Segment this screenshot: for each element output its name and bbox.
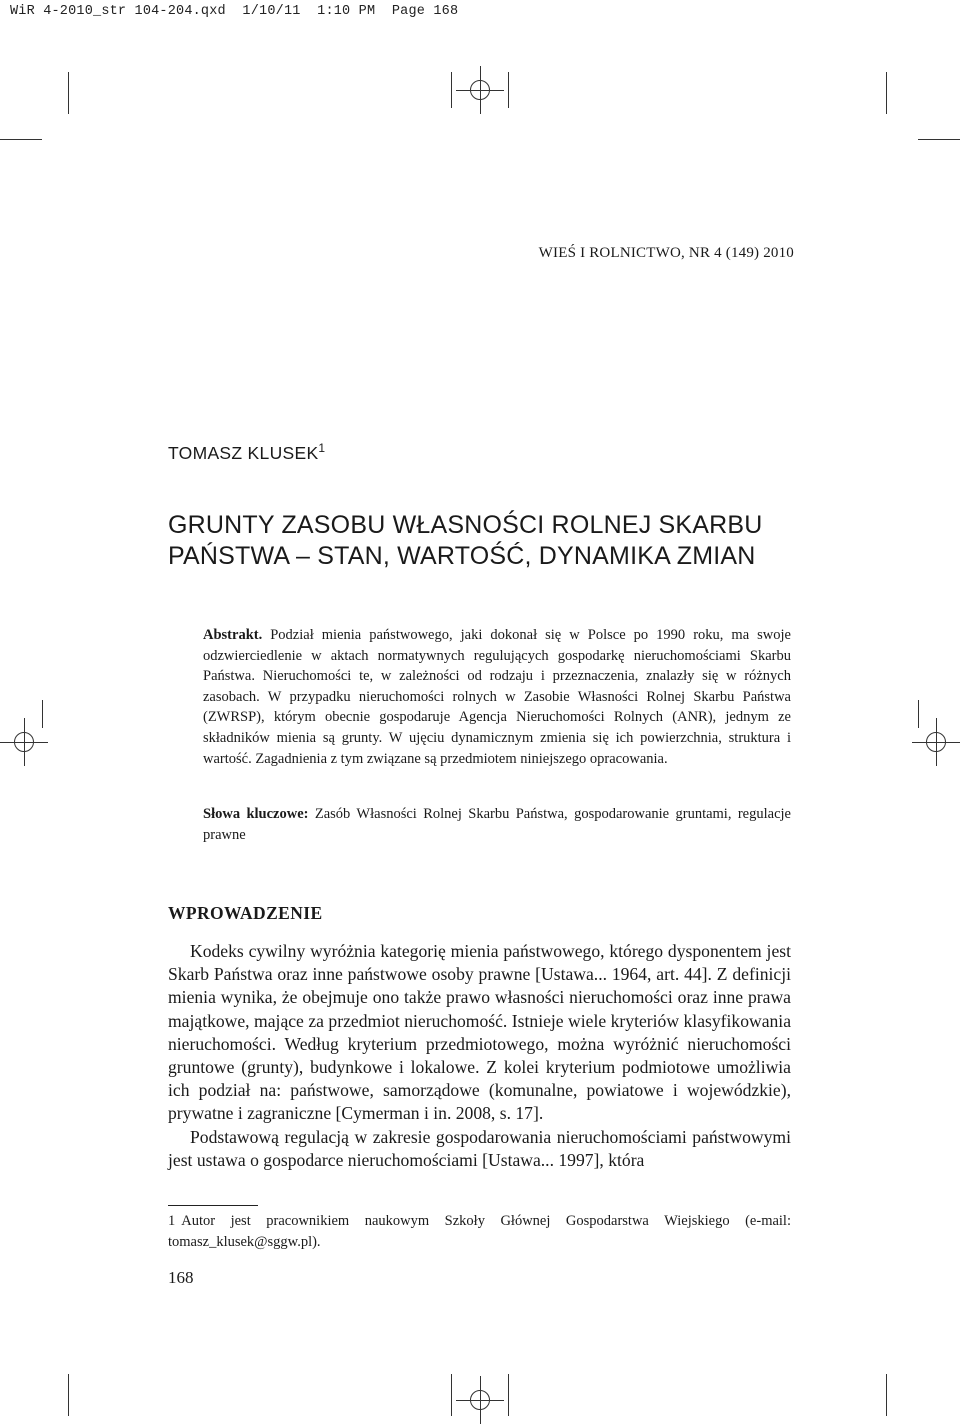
- section-heading: WPROWADZENIE: [168, 903, 323, 923]
- abstract: [203, 625, 791, 769]
- crop-mark-top-left-horizontal: [0, 139, 42, 140]
- crop-mark-bottom-right-vertical: [886, 1374, 887, 1416]
- page-number: 168: [168, 1268, 194, 1287]
- registration-mark-right: [926, 732, 946, 752]
- body-text: [168, 940, 791, 1172]
- article-title-line-1: GRUNTY ZASOBU WŁASNOŚCI ROLNEJ SKARBU: [168, 511, 763, 539]
- crop-mark-right-mid-vertical: [918, 700, 919, 728]
- crop-mark-top-left-vertical: [68, 72, 69, 114]
- registration-mark-top: [470, 80, 490, 100]
- crop-mark-top-right-horizontal: [918, 139, 960, 140]
- registration-mark-left: [14, 732, 34, 752]
- print-slug-line: WiR 4-2010_str 104-204.qxd 1/10/11 1:10 PM Page 168: [10, 4, 459, 19]
- footnote: [168, 1211, 791, 1252]
- journal-header: WIEŚ I ROLNICTWO, NR 4 (149) 2010: [538, 245, 794, 261]
- body-paragraph-1: Kodeks cywilny wyróżnia kategorię mienia państwowego, którego dysponentem jest Skarb Państwa oraz inne państwowe osoby prawne [Ustawa... 1964, art. 44]. Z definicji mienia wynika, że obejmuje ono także prawo własności nieruchomości oraz inne prawa majątkowe, mające za przedmiot nieruchomość. Istnieje wiele kryteriów klasyfikowania nieruchomości. Według kryterium przedmiotowego, można wyróżnić nieruchomości gruntowe (grunty), budynkowe i lokalowe. Z kolei kryterium podmiotowe umożliwia ich podział na: państwowe, samorządowe (komunalne, powiatowe i wojewódzkie), prywatne i zagraniczne [Cymerman i in. 2008, s. 17].: [168, 941, 791, 1124]
- registration-mark-bottom: [470, 1390, 490, 1410]
- keywords: [203, 804, 791, 845]
- crop-mark-top-center-left-vertical: [451, 72, 452, 108]
- author-name: TOMASZ KLUSEK: [168, 443, 319, 463]
- author-line: [168, 441, 325, 464]
- article-title-line-2: PAŃSTWA – STAN, WARTOŚĆ, DYNAMIKA ZMIAN: [168, 542, 756, 570]
- abstract-label: Abstrakt.: [203, 627, 263, 643]
- footnote-number: 1: [168, 1213, 176, 1229]
- crop-mark-bottom-center-left-vertical: [451, 1374, 452, 1416]
- author-footnote-ref: 1: [318, 441, 326, 455]
- keywords-text: Zasób Własności Rolnej Skarbu Państwa, gospodarowanie gruntami, regulacje prawne: [203, 806, 791, 843]
- abstract-text: Podział mienia państwowego, jaki dokonał się w Polsce po 1990 roku, ma swoje odzwierciedlenie w aktach normatywnych regulujących gospodarkę nieruchomościami Skarbu Państwa. Nieruchomości te, w zależności od rodzaju i przeznaczenia, znalazły się w różnych zasobach. W przypadku nieruchomości rolnych w Zasobie Własności Rolnej Skarbu Państwa (ZWRSP), którym obecnie gospodaruje Agencja Nieruchomości Rolnych (ANR), jednym ze składników mienia są grunty. W ujęciu dynamicznym zmienia się ich powierzchnia, struktura i wartość. Zagadnienia z tym związane są przedmiotem niniejszego opracowania.: [203, 627, 791, 767]
- crop-mark-bottom-center-right-vertical: [508, 1374, 509, 1416]
- crop-mark-top-right-vertical: [886, 72, 887, 114]
- crop-mark-top-center-right-vertical: [508, 72, 509, 108]
- footnote-text: Autor jest pracownikiem naukowym Szkoły Głównej Gospodarstwa Wiejskiego (e-mail: tomasz_klusek@sggw.pl).: [168, 1213, 791, 1250]
- article-title: [168, 510, 808, 572]
- keywords-label: Słowa kluczowe:: [203, 806, 309, 822]
- body-paragraph-2: Podstawową regulacją w zakresie gospodarowania nieruchomościami państwowymi jest ustawa o gospodarce nieruchomościami [Ustawa... 1997], która: [168, 1126, 791, 1170]
- crop-mark-left-mid-vertical: [42, 700, 43, 728]
- footnote-divider: [168, 1205, 258, 1206]
- crop-mark-bottom-left-vertical: [68, 1374, 69, 1416]
